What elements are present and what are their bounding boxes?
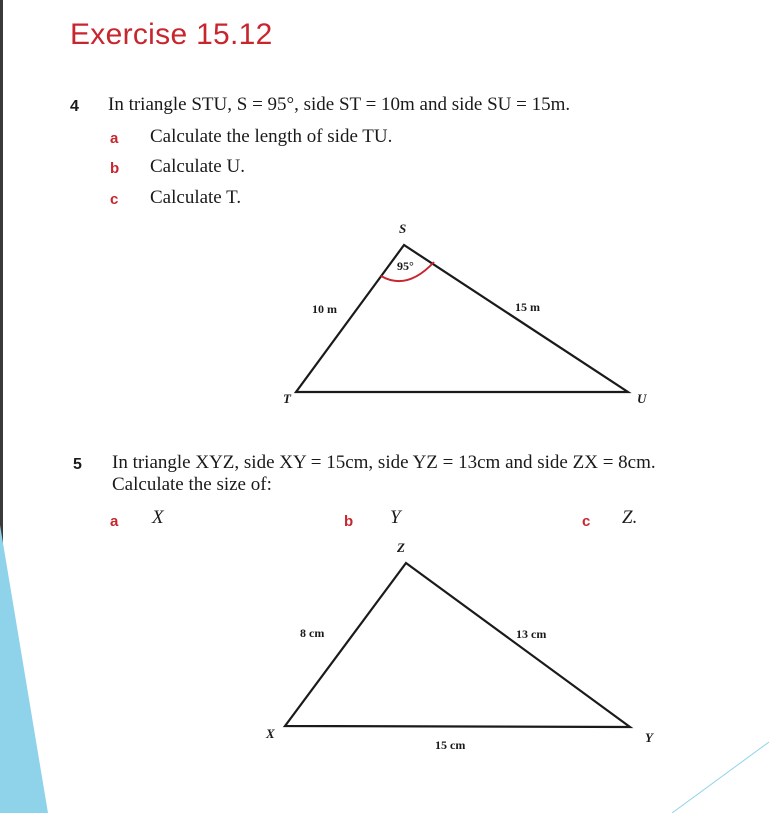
q5-part-a-letter: a [110, 513, 119, 530]
side-zx-label: 8 cm [300, 626, 325, 640]
side-yz-label: 13 cm [516, 627, 547, 641]
q5-part-b-letter: b [344, 513, 354, 530]
q4-part-a-text: Calculate the length of side TU. [150, 126, 393, 147]
side-xy-label: 15 cm [435, 738, 466, 752]
angle-s-label: 95° [397, 259, 414, 273]
question-5-text: In triangle XYZ, side XY = 15cm, side YZ = 13cm and side ZX = 8cm. [112, 452, 656, 473]
question-5-subtext: Calculate the size of: [112, 474, 272, 495]
vertex-s-label: S [399, 221, 407, 236]
question-5-number: 5 [73, 456, 82, 473]
q4-part-b-text: Calculate U. [150, 156, 245, 177]
q4-part-a-letter: a [110, 130, 119, 147]
vertex-x-label: X [266, 726, 275, 741]
q4-part-c-text: Calculate T. [150, 187, 242, 208]
question-4-text: In triangle STU, S = 95°, side ST = 10m and side SU = 15m. [108, 94, 571, 115]
q5-part-a-text: X [152, 507, 164, 528]
q5-part-c-text: Z. [622, 507, 638, 528]
page-title: Exercise 15.12 [70, 18, 273, 51]
q5-part-c-letter: c [582, 513, 591, 530]
vertex-u-label: U [637, 391, 647, 406]
vertex-z-label: Z [397, 540, 405, 555]
question-4-number: 4 [70, 98, 79, 115]
vertex-y-label: Y [645, 730, 653, 745]
q4-part-b-letter: b [110, 160, 120, 177]
q5-part-b-text: Y [390, 507, 401, 528]
side-su-label: 15 m [515, 300, 540, 314]
vertex-t-label: T [283, 391, 291, 406]
side-st-label: 10 m [312, 302, 337, 316]
q4-part-c-letter: c [110, 191, 119, 208]
triangle-xyz [285, 563, 630, 727]
